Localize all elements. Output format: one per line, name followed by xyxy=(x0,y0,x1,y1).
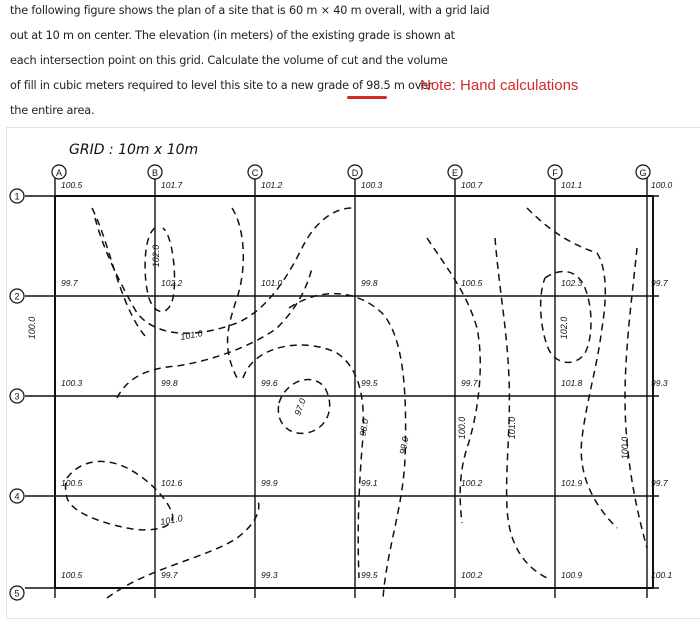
note-text: Note: Hand calculations xyxy=(420,77,579,94)
elevation-value: 101.2 xyxy=(261,180,283,190)
elevation-value: 101.8 xyxy=(561,378,583,388)
elevation-value: 99.7 xyxy=(61,278,78,288)
contour-label-c101-mid: 101.0 xyxy=(179,328,204,342)
elevation-value: 99.3 xyxy=(651,378,668,388)
contour-label-c98: 98.0 xyxy=(357,417,371,437)
elevation-value: 101.1 xyxy=(561,180,583,190)
elevation-value: 101.7 xyxy=(161,180,183,190)
row-label: 3 xyxy=(14,391,20,402)
elevation-value: 100.5 xyxy=(61,478,83,488)
row-label: 1 xyxy=(14,191,20,202)
elevation-value: 99.5 xyxy=(361,378,378,388)
column-label: E xyxy=(451,168,459,178)
grid-size-label: GRID : 10m x 10m xyxy=(69,142,199,158)
elevation-value: 100.3 xyxy=(361,180,383,190)
contour-label-c100-left: 100.0 xyxy=(27,316,37,340)
elevation-value: 100.9 xyxy=(561,570,583,580)
column-label: A xyxy=(55,168,63,178)
elevation-value: 99.7 xyxy=(461,378,478,388)
contour-100-g xyxy=(625,248,647,548)
elevation-value: 99.9 xyxy=(261,478,278,488)
row-label: 4 xyxy=(14,491,20,502)
grid-bubbles xyxy=(10,165,650,600)
contour-101-e xyxy=(495,238,547,578)
elevation-value: 100.2 xyxy=(461,570,483,580)
site-plan-figure xyxy=(6,127,700,619)
highlight-underline xyxy=(347,96,387,99)
column-label: G xyxy=(639,168,647,178)
elevation-value: 102.3 xyxy=(561,278,583,288)
elevation-value: 101.9 xyxy=(561,478,583,488)
contour-label-c99: 99.0 xyxy=(397,435,411,455)
column-label: C xyxy=(251,168,259,178)
elevation-value: 101.6 xyxy=(161,478,183,488)
elevation-value: 99.5 xyxy=(361,570,378,580)
column-label: B xyxy=(151,168,159,178)
contour-label-c102-left: 102.0 xyxy=(151,244,161,268)
problem-line-1: the following figure shows the plan of a site that is 60 m × 40 m overall, with a grid laid xyxy=(10,4,490,17)
problem-line-3: each intersection point on this grid. Calculate the volume of cut and the volume xyxy=(10,54,448,67)
column-label: F xyxy=(552,168,558,178)
elevation-value: 102.2 xyxy=(161,278,183,288)
elevation-value: 100.0 xyxy=(651,180,673,190)
contour-label-c100-e: 100.0 xyxy=(457,416,467,440)
contour-label-c102-f: 102.0 xyxy=(559,316,569,340)
contour-102-left xyxy=(145,228,174,312)
elevation-value: 101.0 xyxy=(261,278,283,288)
contour-label-c101-e: 101.0 xyxy=(507,416,517,440)
elevation-value: 99.3 xyxy=(261,570,278,580)
contour-101-low xyxy=(107,498,259,598)
row-label: 2 xyxy=(14,291,20,302)
contour-99 xyxy=(289,294,406,598)
elevation-value: 99.8 xyxy=(361,278,378,288)
elevation-value: 100.7 xyxy=(461,180,483,190)
problem-line-5: the entire area. xyxy=(10,104,95,117)
elevation-value: 100.5 xyxy=(61,180,83,190)
elevation-value: 99.7 xyxy=(651,478,668,488)
elevation-value: 100.2 xyxy=(461,478,483,488)
column-label: D xyxy=(351,168,359,178)
elevation-value: 100.5 xyxy=(461,278,483,288)
elevation-labels xyxy=(61,180,673,580)
contour-101-mid xyxy=(95,208,352,333)
elevation-value: 99.6 xyxy=(261,378,278,388)
elevation-value: 99.7 xyxy=(651,278,668,288)
elevation-value: 100.3 xyxy=(61,378,83,388)
elevation-value: 100.5 xyxy=(61,570,83,580)
elevation-value: 99.8 xyxy=(161,378,178,388)
problem-line-2: out at 10 m on center. The elevation (in meters) of the existing grade is shown at xyxy=(10,29,455,42)
row-label: 5 xyxy=(14,588,20,599)
contour-labels xyxy=(27,245,630,527)
site-plan-svg xyxy=(7,128,700,618)
contour-label-c101-low: 101.0 xyxy=(159,513,184,527)
elevation-value: 99.7 xyxy=(161,570,178,580)
contour-label-c97: 97.0 xyxy=(292,397,308,417)
contour-left-wave xyxy=(92,208,147,338)
problem-line-4: of fill in cubic meters required to level this site to a new grade of 98.5 m over xyxy=(10,79,433,92)
elevation-value: 99.1 xyxy=(361,478,378,488)
contour-label-c100-g: 100.0 xyxy=(620,436,630,460)
elevation-value: 100.1 xyxy=(651,570,673,580)
